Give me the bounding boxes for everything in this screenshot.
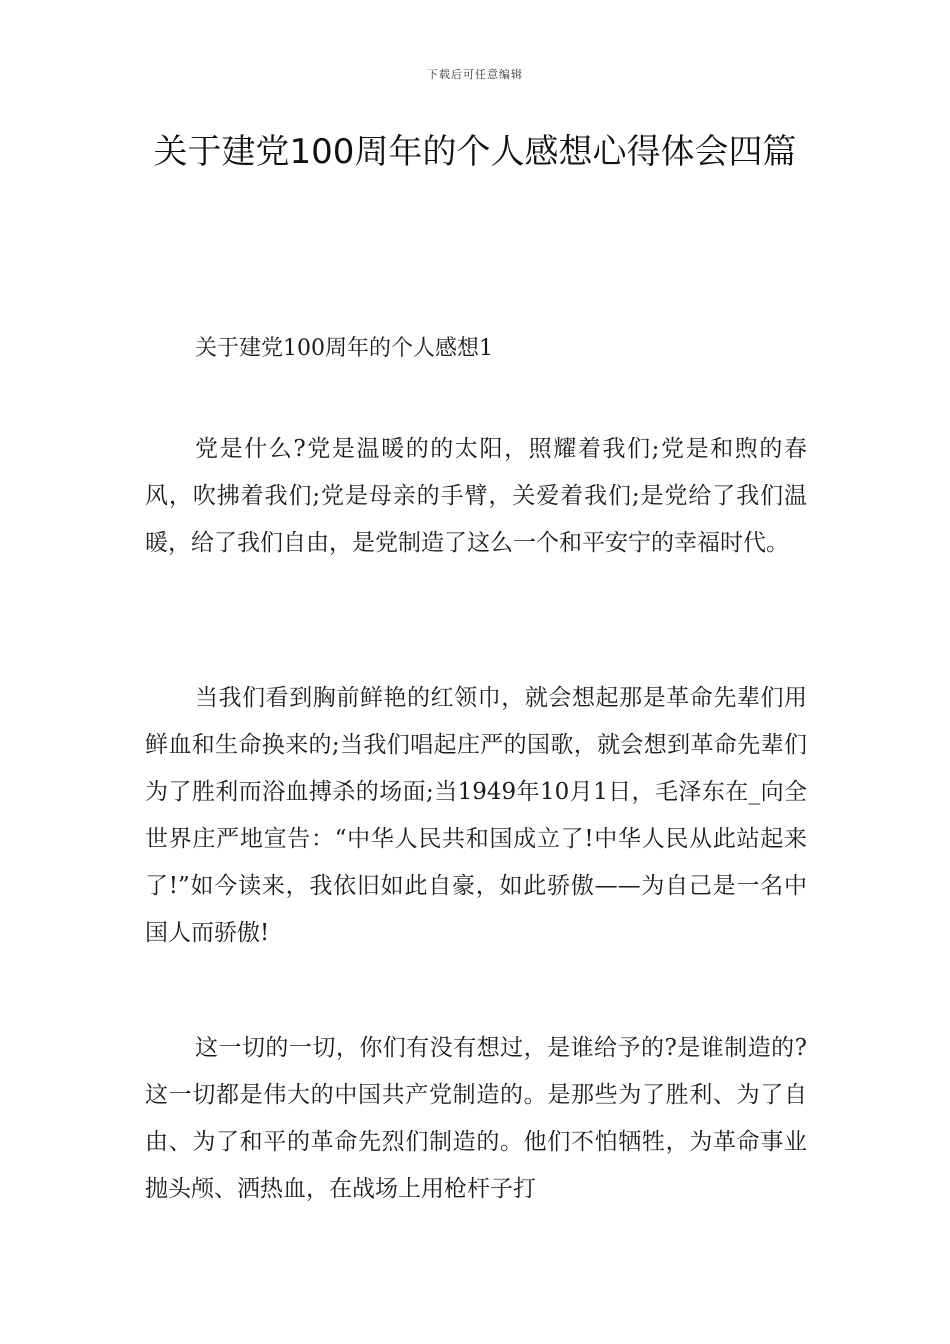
paragraph-3: 这一切的一切，你们有没有想过，是谁给予的?是谁制造的?这一切都是伟大的中国共产党制造的。是那些为了胜利、为了自由、为了和平的革命先烈们制造的。他们不怕牺牲，为革命事业抛头颅、洒热血，在战场上用枪杆子打 bbox=[145, 1035, 807, 1202]
header-note: 下载后可任意编辑 bbox=[427, 68, 523, 81]
paragraph-1: 党是什么?党是温暖的的太阳，照耀着我们;党是和煦的春风，吹拂着我们;党是母亲的手臂，关爱着我们;是党给了我们温暖，给了我们自由，是党制造了这么一个和平安宁的幸福时代。 bbox=[145, 436, 807, 556]
paragraph-2: 当我们看到胸前鲜艳的红领巾，就会想起那是革命先辈们用鲜血和生命换来的;当我们唱起庄严的国歌，就会想到革命先辈们为了胜利而浴血搏杀的场面;当1949年10月1日，毛泽东在_向全世界庄严地宣告：“中华人民共和国成立了!中华人民从此站起来了!”如今读来，我依旧如此自豪，如此骄傲——为自己是一名中国人而骄傲! bbox=[145, 685, 807, 946]
document-title: 关于建党100周年的个人感想心得体会四篇 bbox=[153, 132, 797, 172]
section-heading: 关于建党100周年的个人感想1 bbox=[195, 336, 493, 361]
